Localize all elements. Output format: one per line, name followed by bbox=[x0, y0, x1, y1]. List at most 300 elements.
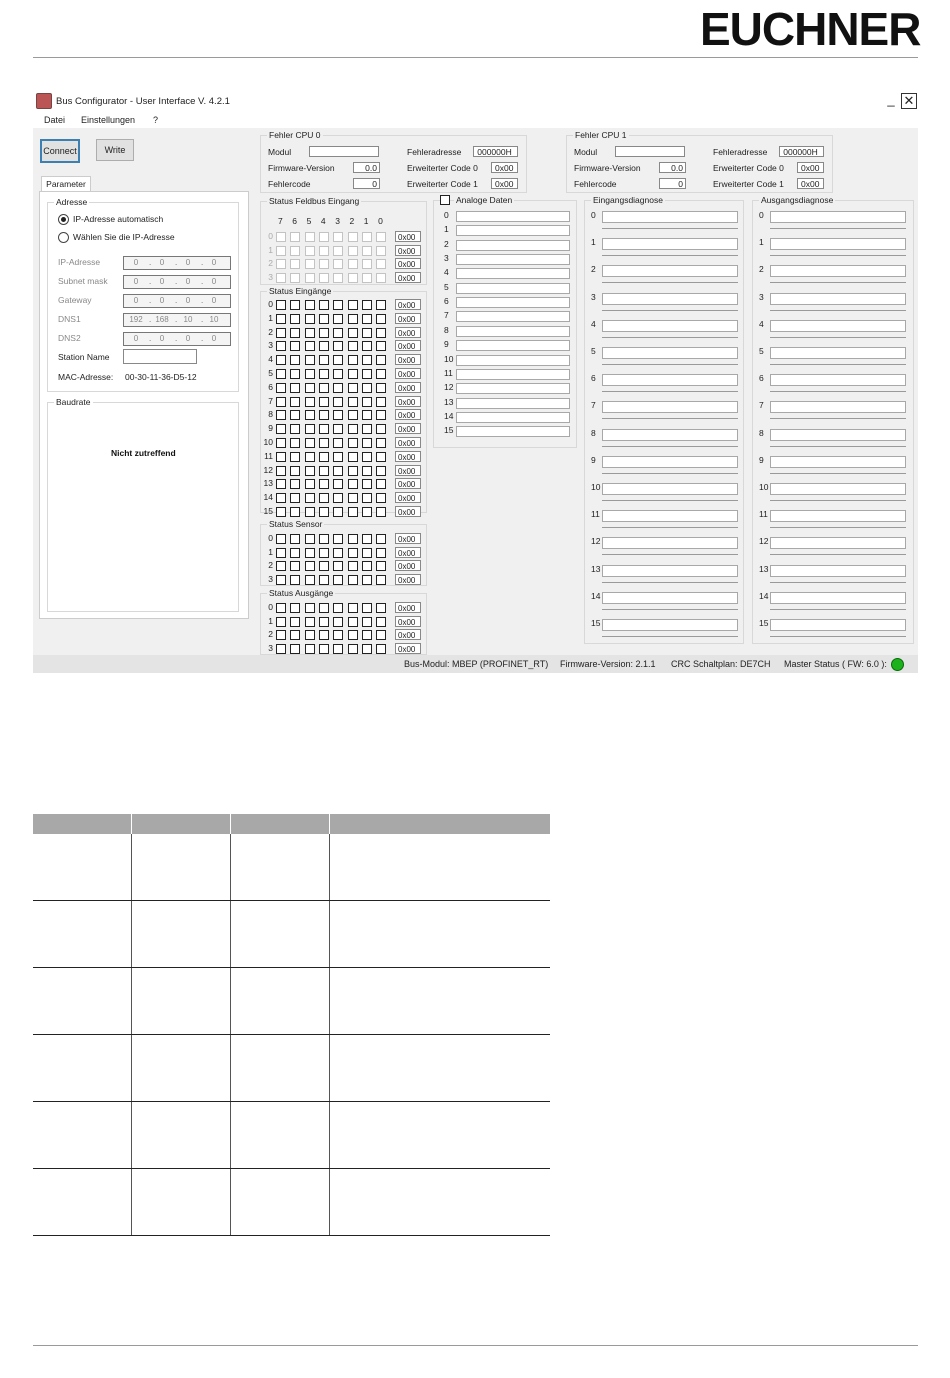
bit-checkbox[interactable] bbox=[362, 575, 372, 585]
cpu1-erw1-value: 0x00 bbox=[797, 178, 824, 189]
radio-ip-auto-label: IP-Adresse automatisch bbox=[73, 214, 164, 224]
bit-checkbox[interactable] bbox=[276, 617, 286, 627]
bit-checkbox[interactable] bbox=[276, 466, 286, 476]
bit-checkbox[interactable] bbox=[319, 561, 329, 571]
table-cell bbox=[132, 1035, 231, 1102]
bit-checkbox[interactable] bbox=[305, 603, 315, 613]
bit-row-number: 14 bbox=[263, 492, 273, 503]
table-cell bbox=[132, 1169, 231, 1236]
bit-row-number: 15 bbox=[263, 506, 273, 516]
app-icon bbox=[36, 93, 52, 109]
diag-value-field bbox=[602, 293, 738, 305]
bit-checkbox[interactable] bbox=[333, 369, 343, 379]
bit-checkbox[interactable] bbox=[305, 644, 315, 654]
cpu1-fehlercode-label: Fehlercode bbox=[574, 179, 617, 189]
bit-checkbox[interactable] bbox=[348, 493, 358, 503]
bit-checkbox[interactable] bbox=[290, 300, 300, 310]
bit-checkbox[interactable] bbox=[348, 341, 358, 351]
bit-checkbox[interactable] bbox=[362, 534, 372, 544]
bit-checkbox[interactable] bbox=[305, 479, 315, 489]
analog-row-label: 5 bbox=[444, 281, 449, 292]
bit-checkbox[interactable] bbox=[376, 466, 386, 476]
bit-checkbox bbox=[333, 246, 343, 256]
analog-value-field bbox=[456, 326, 570, 337]
bit-header-label: 7 bbox=[278, 216, 283, 226]
menu-datei[interactable]: Datei bbox=[44, 115, 66, 125]
connect-button[interactable]: Connect bbox=[40, 139, 80, 163]
hex-value: 0x00 bbox=[395, 245, 421, 256]
bit-checkbox[interactable] bbox=[333, 479, 343, 489]
diag-separator bbox=[602, 500, 738, 501]
bit-checkbox[interactable] bbox=[333, 644, 343, 654]
bit-checkbox[interactable] bbox=[290, 369, 300, 379]
bit-checkbox[interactable] bbox=[305, 328, 315, 338]
bit-checkbox[interactable] bbox=[376, 383, 386, 393]
ip-octet: 0 bbox=[133, 277, 139, 286]
bit-checkbox[interactable] bbox=[319, 493, 329, 503]
radio-ip-manual[interactable] bbox=[58, 232, 69, 243]
bit-checkbox[interactable] bbox=[333, 617, 343, 627]
bit-checkbox[interactable] bbox=[376, 341, 386, 351]
bit-checkbox[interactable] bbox=[333, 534, 343, 544]
bit-checkbox[interactable] bbox=[276, 630, 286, 640]
diag-value-field bbox=[602, 510, 738, 522]
bit-checkbox[interactable] bbox=[362, 383, 372, 393]
bit-checkbox[interactable] bbox=[333, 507, 343, 517]
bit-checkbox[interactable] bbox=[348, 617, 358, 627]
bit-checkbox[interactable] bbox=[290, 534, 300, 544]
bit-row-number: 13 bbox=[263, 478, 273, 489]
bit-checkbox[interactable] bbox=[276, 507, 286, 517]
diag-separator bbox=[602, 364, 738, 365]
ip-octet: 0 bbox=[185, 334, 191, 343]
bit-checkbox[interactable] bbox=[348, 328, 358, 338]
bit-checkbox[interactable] bbox=[305, 575, 315, 585]
bit-checkbox[interactable] bbox=[305, 548, 315, 558]
bit-checkbox[interactable] bbox=[305, 410, 315, 420]
bit-checkbox[interactable] bbox=[319, 341, 329, 351]
bit-checkbox[interactable] bbox=[362, 397, 372, 407]
bit-checkbox[interactable] bbox=[376, 534, 386, 544]
bit-checkbox[interactable] bbox=[276, 534, 286, 544]
bit-checkbox[interactable] bbox=[276, 397, 286, 407]
cpu1-erw0-label: Erweiterter Code 0 bbox=[713, 163, 784, 173]
ip-field-input[interactable] bbox=[123, 275, 231, 289]
bit-checkbox[interactable] bbox=[376, 369, 386, 379]
bit-checkbox[interactable] bbox=[319, 548, 329, 558]
bit-checkbox[interactable] bbox=[333, 397, 343, 407]
minimize-button[interactable]: _ bbox=[884, 93, 898, 107]
diag-row-label: 11 bbox=[759, 509, 768, 520]
bit-checkbox[interactable] bbox=[376, 424, 386, 434]
output-diag-group-label: Ausgangsdiagnose bbox=[761, 195, 834, 205]
cpu0-erw1-label: Erweiterter Code 1 bbox=[407, 179, 478, 189]
ip-dot: . bbox=[201, 277, 204, 286]
bit-checkbox[interactable] bbox=[376, 548, 386, 558]
bit-checkbox[interactable] bbox=[319, 355, 329, 365]
bit-checkbox[interactable] bbox=[376, 300, 386, 310]
bit-checkbox[interactable] bbox=[376, 479, 386, 489]
ip-field-label: DNS1 bbox=[58, 314, 81, 324]
bit-checkbox[interactable] bbox=[362, 438, 372, 448]
hex-value: 0x00 bbox=[395, 533, 421, 544]
bit-checkbox[interactable] bbox=[362, 644, 372, 654]
bit-checkbox[interactable] bbox=[290, 617, 300, 627]
bit-checkbox[interactable] bbox=[276, 575, 286, 585]
status-bar bbox=[33, 655, 918, 673]
bit-checkbox[interactable] bbox=[319, 438, 329, 448]
bit-checkbox[interactable] bbox=[333, 466, 343, 476]
diag-value-field bbox=[602, 483, 738, 495]
bit-checkbox[interactable] bbox=[333, 424, 343, 434]
diag-row-label: 13 bbox=[759, 563, 769, 574]
bit-checkbox[interactable] bbox=[305, 355, 315, 365]
bit-checkbox[interactable] bbox=[305, 300, 315, 310]
analog-row-label: 4 bbox=[444, 267, 449, 278]
diag-separator bbox=[602, 282, 738, 283]
menu-einstellungen[interactable]: Einstellungen bbox=[81, 115, 136, 125]
diag-value-field bbox=[770, 374, 906, 386]
bit-checkbox[interactable] bbox=[276, 369, 286, 379]
bit-checkbox[interactable] bbox=[305, 369, 315, 379]
diag-separator bbox=[602, 228, 738, 229]
bit-checkbox[interactable] bbox=[333, 575, 343, 585]
bit-checkbox[interactable] bbox=[319, 314, 329, 324]
bit-checkbox[interactable] bbox=[333, 314, 343, 324]
ip-field-label: Subnet mask bbox=[58, 276, 108, 286]
ip-field-input[interactable] bbox=[123, 294, 231, 308]
window-title: Bus Configurator - User Interface V. 4.2.1 bbox=[56, 96, 230, 107]
ip-field-input[interactable] bbox=[123, 313, 231, 327]
tab-parameter[interactable]: Parameter bbox=[41, 176, 91, 192]
bit-checkbox[interactable] bbox=[348, 438, 358, 448]
bit-checkbox[interactable] bbox=[333, 410, 343, 420]
analog-data-checkbox[interactable] bbox=[440, 195, 450, 205]
bit-checkbox[interactable] bbox=[376, 452, 386, 462]
bit-checkbox[interactable] bbox=[333, 548, 343, 558]
bit-checkbox[interactable] bbox=[319, 644, 329, 654]
bit-checkbox[interactable] bbox=[376, 328, 386, 338]
bit-checkbox[interactable] bbox=[290, 548, 300, 558]
bit-checkbox[interactable] bbox=[305, 383, 315, 393]
bit-checkbox[interactable] bbox=[362, 466, 372, 476]
ip-dot: . bbox=[149, 277, 152, 286]
bit-checkbox[interactable] bbox=[362, 424, 372, 434]
bit-checkbox[interactable] bbox=[348, 561, 358, 571]
bit-checkbox[interactable] bbox=[276, 644, 286, 654]
bit-checkbox[interactable] bbox=[290, 410, 300, 420]
bit-checkbox[interactable] bbox=[290, 644, 300, 654]
euchner-logo: EUCHNER bbox=[700, 3, 921, 55]
diag-separator bbox=[602, 310, 738, 311]
bit-checkbox[interactable] bbox=[376, 397, 386, 407]
bit-checkbox[interactable] bbox=[348, 603, 358, 613]
bit-checkbox[interactable] bbox=[319, 479, 329, 489]
cpu1-fehleradresse-label: Fehleradresse bbox=[713, 147, 768, 157]
hex-value: 0x00 bbox=[395, 616, 421, 627]
bit-checkbox[interactable] bbox=[319, 617, 329, 627]
diag-row-label: 0 bbox=[759, 210, 764, 220]
bit-checkbox[interactable] bbox=[276, 438, 286, 448]
bit-checkbox bbox=[333, 259, 343, 269]
bit-checkbox[interactable] bbox=[376, 644, 386, 654]
ip-octet: 0 bbox=[133, 296, 139, 305]
bit-checkbox[interactable] bbox=[276, 452, 286, 462]
table-row bbox=[33, 1035, 550, 1102]
bit-checkbox[interactable] bbox=[319, 383, 329, 393]
bit-checkbox[interactable] bbox=[348, 548, 358, 558]
bit-checkbox[interactable] bbox=[319, 603, 329, 613]
bit-checkbox[interactable] bbox=[305, 452, 315, 462]
bit-row-number: 10 bbox=[263, 437, 273, 447]
bit-checkbox[interactable] bbox=[333, 452, 343, 462]
bit-header-label: 3 bbox=[335, 216, 340, 226]
bit-checkbox[interactable] bbox=[333, 300, 343, 310]
bit-checkbox[interactable] bbox=[362, 603, 372, 613]
bit-checkbox[interactable] bbox=[348, 410, 358, 420]
cpu0-firmware-value: 0.0 bbox=[353, 162, 380, 173]
bit-checkbox[interactable] bbox=[348, 575, 358, 585]
bit-checkbox[interactable] bbox=[348, 630, 358, 640]
diag-separator bbox=[770, 228, 906, 229]
output-diag-group bbox=[752, 195, 914, 644]
bit-checkbox[interactable] bbox=[276, 410, 286, 420]
bit-checkbox[interactable] bbox=[290, 341, 300, 351]
bit-checkbox[interactable] bbox=[305, 561, 315, 571]
bit-checkbox[interactable] bbox=[305, 424, 315, 434]
bit-checkbox[interactable] bbox=[305, 617, 315, 627]
bit-checkbox[interactable] bbox=[362, 507, 372, 517]
cpu0-erw0-value: 0x00 bbox=[491, 162, 518, 173]
bit-checkbox[interactable] bbox=[376, 630, 386, 640]
menu-help[interactable]: ? bbox=[153, 115, 159, 125]
bit-checkbox[interactable] bbox=[362, 479, 372, 489]
bit-checkbox[interactable] bbox=[348, 300, 358, 310]
table-cell bbox=[33, 1035, 132, 1102]
bit-checkbox[interactable] bbox=[290, 561, 300, 571]
bit-checkbox[interactable] bbox=[362, 561, 372, 571]
bit-checkbox[interactable] bbox=[333, 561, 343, 571]
bit-checkbox[interactable] bbox=[290, 355, 300, 365]
cpu0-fehleradresse-label: Fehleradresse bbox=[407, 147, 462, 157]
bit-checkbox[interactable] bbox=[376, 355, 386, 365]
bit-checkbox[interactable] bbox=[305, 314, 315, 324]
bit-checkbox[interactable] bbox=[362, 314, 372, 324]
diag-separator bbox=[770, 364, 906, 365]
table-cell bbox=[231, 1102, 330, 1169]
bit-checkbox[interactable] bbox=[319, 534, 329, 544]
table-row bbox=[33, 1169, 550, 1236]
bit-checkbox[interactable] bbox=[276, 300, 286, 310]
bit-checkbox[interactable] bbox=[305, 534, 315, 544]
bit-checkbox[interactable] bbox=[290, 466, 300, 476]
bit-checkbox[interactable] bbox=[319, 507, 329, 517]
diag-row-label: 9 bbox=[591, 454, 596, 465]
bit-checkbox[interactable] bbox=[333, 383, 343, 393]
bit-checkbox[interactable] bbox=[362, 548, 372, 558]
bit-checkbox[interactable] bbox=[376, 438, 386, 448]
bit-checkbox[interactable] bbox=[290, 397, 300, 407]
bit-checkbox[interactable] bbox=[348, 355, 358, 365]
bit-checkbox[interactable] bbox=[348, 452, 358, 462]
hex-value: 0x00 bbox=[395, 327, 421, 338]
ip-dot: . bbox=[175, 315, 178, 324]
bit-checkbox[interactable] bbox=[362, 369, 372, 379]
bit-checkbox[interactable] bbox=[362, 617, 372, 627]
bit-checkbox[interactable] bbox=[376, 314, 386, 324]
bit-checkbox[interactable] bbox=[276, 355, 286, 365]
bit-checkbox[interactable] bbox=[276, 328, 286, 338]
bit-checkbox[interactable] bbox=[376, 410, 386, 420]
bit-checkbox[interactable] bbox=[376, 507, 386, 517]
ip-field-label: DNS2 bbox=[58, 333, 81, 343]
bit-checkbox[interactable] bbox=[362, 328, 372, 338]
diag-value-field bbox=[602, 211, 738, 223]
bit-checkbox[interactable] bbox=[276, 479, 286, 489]
diag-row-label: 9 bbox=[759, 454, 764, 465]
bit-checkbox[interactable] bbox=[305, 630, 315, 640]
bit-checkbox bbox=[305, 259, 315, 269]
bit-checkbox[interactable] bbox=[333, 603, 343, 613]
bit-checkbox[interactable] bbox=[305, 438, 315, 448]
table-cell bbox=[132, 834, 231, 901]
bit-row-number: 0 bbox=[268, 231, 273, 241]
bit-checkbox[interactable] bbox=[348, 507, 358, 517]
bit-checkbox[interactable] bbox=[333, 630, 343, 640]
bit-checkbox[interactable] bbox=[333, 438, 343, 448]
bit-checkbox[interactable] bbox=[362, 341, 372, 351]
bit-checkbox[interactable] bbox=[276, 561, 286, 571]
bit-checkbox[interactable] bbox=[305, 397, 315, 407]
bit-checkbox[interactable] bbox=[376, 575, 386, 585]
close-button[interactable]: ✕ bbox=[901, 93, 917, 109]
bit-checkbox[interactable] bbox=[290, 507, 300, 517]
bit-checkbox[interactable] bbox=[333, 341, 343, 351]
bit-checkbox[interactable] bbox=[276, 424, 286, 434]
bit-checkbox[interactable] bbox=[290, 479, 300, 489]
bit-checkbox[interactable] bbox=[319, 466, 329, 476]
bit-checkbox[interactable] bbox=[362, 410, 372, 420]
bit-checkbox bbox=[290, 273, 300, 283]
bit-checkbox[interactable] bbox=[305, 507, 315, 517]
bit-checkbox[interactable] bbox=[348, 314, 358, 324]
diag-row-label: 15 bbox=[591, 618, 601, 628]
radio-ip-auto[interactable] bbox=[58, 214, 69, 225]
bit-checkbox[interactable] bbox=[348, 383, 358, 393]
diag-separator bbox=[770, 527, 906, 528]
bit-checkbox[interactable] bbox=[348, 397, 358, 407]
bit-checkbox[interactable] bbox=[290, 493, 300, 503]
bit-checkbox[interactable] bbox=[305, 493, 315, 503]
table-header-cell bbox=[132, 814, 231, 834]
ip-field-input[interactable] bbox=[123, 256, 231, 270]
bit-checkbox[interactable] bbox=[290, 452, 300, 462]
hex-value: 0x00 bbox=[395, 547, 421, 558]
bit-checkbox[interactable] bbox=[348, 369, 358, 379]
diag-row-label: 7 bbox=[591, 400, 596, 411]
write-button[interactable]: Write bbox=[96, 139, 134, 161]
bit-checkbox[interactable] bbox=[319, 575, 329, 585]
bit-checkbox[interactable] bbox=[319, 328, 329, 338]
bit-checkbox[interactable] bbox=[362, 300, 372, 310]
bit-checkbox[interactable] bbox=[290, 438, 300, 448]
bit-checkbox[interactable] bbox=[348, 644, 358, 654]
diag-value-field bbox=[770, 592, 906, 604]
ip-octet: 168 bbox=[155, 315, 169, 324]
bit-checkbox[interactable] bbox=[376, 603, 386, 613]
bit-checkbox[interactable] bbox=[348, 479, 358, 489]
bit-row-number: 2 bbox=[268, 629, 273, 640]
hex-value: 0x00 bbox=[395, 368, 421, 379]
bit-checkbox[interactable] bbox=[362, 630, 372, 640]
bit-checkbox[interactable] bbox=[290, 575, 300, 585]
bit-checkbox[interactable] bbox=[276, 548, 286, 558]
bit-checkbox[interactable] bbox=[333, 355, 343, 365]
bit-checkbox[interactable] bbox=[348, 424, 358, 434]
bit-checkbox[interactable] bbox=[276, 493, 286, 503]
analog-value-field bbox=[456, 225, 570, 236]
bit-checkbox[interactable] bbox=[333, 328, 343, 338]
bit-checkbox[interactable] bbox=[290, 603, 300, 613]
bit-checkbox[interactable] bbox=[376, 493, 386, 503]
bit-checkbox[interactable] bbox=[319, 397, 329, 407]
bit-checkbox[interactable] bbox=[362, 493, 372, 503]
bit-checkbox[interactable] bbox=[290, 630, 300, 640]
ip-field-input[interactable] bbox=[123, 332, 231, 346]
bit-checkbox[interactable] bbox=[276, 341, 286, 351]
parameter-panel bbox=[39, 191, 249, 619]
bit-checkbox[interactable] bbox=[319, 300, 329, 310]
bit-checkbox[interactable] bbox=[290, 383, 300, 393]
diag-separator bbox=[770, 391, 906, 392]
bit-checkbox[interactable] bbox=[348, 466, 358, 476]
bit-header-label: 1 bbox=[363, 216, 369, 226]
analog-row-label: 15 bbox=[444, 425, 454, 436]
station-name-input[interactable] bbox=[123, 349, 197, 364]
ip-octet: 10 bbox=[209, 315, 219, 324]
bit-checkbox[interactable] bbox=[376, 617, 386, 627]
bit-checkbox[interactable] bbox=[290, 314, 300, 324]
bit-checkbox bbox=[376, 273, 386, 283]
bit-checkbox[interactable] bbox=[362, 452, 372, 462]
bit-checkbox[interactable] bbox=[290, 424, 300, 434]
bit-checkbox[interactable] bbox=[333, 493, 343, 503]
bit-checkbox[interactable] bbox=[305, 341, 315, 351]
diag-row-label: 11 bbox=[591, 509, 600, 520]
diag-value-field bbox=[602, 429, 738, 441]
bit-checkbox[interactable] bbox=[290, 328, 300, 338]
bit-checkbox[interactable] bbox=[362, 355, 372, 365]
bit-header-label: 5 bbox=[306, 216, 312, 226]
ip-dot: . bbox=[149, 315, 152, 324]
bit-checkbox[interactable] bbox=[319, 424, 329, 434]
bit-checkbox[interactable] bbox=[276, 603, 286, 613]
diag-row-label: 1 bbox=[759, 237, 764, 248]
bit-checkbox[interactable] bbox=[319, 410, 329, 420]
bit-checkbox[interactable] bbox=[348, 534, 358, 544]
ip-dot: . bbox=[175, 258, 178, 267]
bit-checkbox[interactable] bbox=[305, 466, 315, 476]
bit-checkbox[interactable] bbox=[319, 452, 329, 462]
bit-checkbox[interactable] bbox=[319, 369, 329, 379]
bit-checkbox[interactable] bbox=[276, 383, 286, 393]
bit-checkbox[interactable] bbox=[276, 314, 286, 324]
bit-checkbox[interactable] bbox=[319, 630, 329, 640]
cpu0-fehlercode-label: Fehlercode bbox=[268, 179, 311, 189]
address-group bbox=[47, 197, 239, 392]
bit-checkbox[interactable] bbox=[376, 561, 386, 571]
cpu1-erw1-label: Erweiterter Code 1 bbox=[713, 179, 784, 189]
